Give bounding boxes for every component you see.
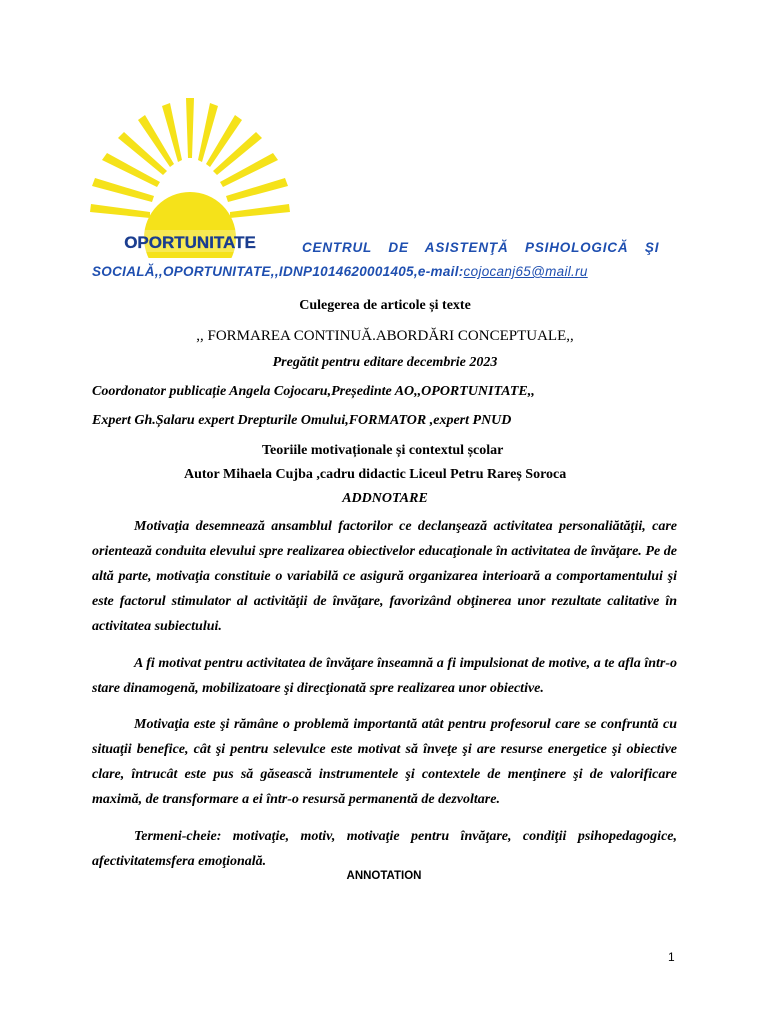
paragraph-4: Termeni-cheie: motivaţie, motiv, motivaţie pentru învăţare, condiţii psihopedagogice, afectivitatemsfera emoţională.: [92, 829, 677, 869]
page-number: 1: [668, 950, 675, 964]
org-name-line1: CENTRUL DE ASISTENŢĂ PSIHOLOGICĂ ŞI: [302, 240, 660, 255]
main-title: ,, FORMAREA CONTINUĂ.ABORDĂRI CONCEPTUALE,,: [196, 328, 574, 344]
email-link[interactable]: cojocanj65@mail.ru: [463, 264, 588, 279]
addnotare-heading: ADDNOTARE: [342, 491, 428, 506]
logo-text: OPORTUNITATE: [124, 233, 256, 252]
oportunitate-logo: [90, 98, 290, 258]
paragraph-2: A fi motivat pentru activitatea de învăţare înseamnă a fi impulsionat de motive, a te afla într-o stare dinamogenă, mobilizatoare şi direcţionată spre realizarea unor obiective.: [92, 656, 677, 696]
prepared-line: Pregătit pentru editare decembrie 2023: [272, 355, 498, 370]
org-name-suffix: SOCIALĂ,,OPORTUNITATE,,: [92, 264, 279, 279]
email-label: ,e-mail:: [413, 264, 464, 279]
sun-logo-icon: [90, 98, 290, 258]
article-title: Teoriile motivaționale și contextul școlar: [262, 443, 504, 458]
paragraph-3: Motivaţia este şi rămâne o problemă importantă atât pentru profesorul care se confruntă cu situaţii benefice, cât şi pentru selevulce este motivat să înveţe şi are resurse energetice şi obiective clare, întrucât este pus să găsească instrumentele şi contextele de menţinere şi de valorificare maximă, de transformare a ei într-o resursă permanentă de dezvoltare.: [92, 717, 677, 807]
org-idnp: IDNP1014620001405: [278, 264, 414, 279]
abstract-body: [92, 514, 677, 874]
paragraph-1: Motivaţia desemnează ansamblul factorilor ce declanşează activitatea personaliătăţii, care orientează conduita elevului spre realizarea obiectivelor educaţionale în activitatea de învăţare. Pe de altă parte, motivaţia constituie o variabilă ce asigură organizarea interioară a comportamentului şi este factorul stimulator al activităţii de învăţare, favorizând obţinerea unor rezultate calitative în activitatea subiectului.: [92, 519, 677, 634]
coordinator-line: Coordonator publicație Angela Cojocaru,Președinte AO,,OPORTUNITATE,,: [92, 384, 535, 399]
author-line: Autor Mihaela Cujba ,cadru didactic Liceul Petru Rareș Soroca: [184, 467, 567, 482]
collection-title: Culegerea de articole și texte: [299, 298, 471, 313]
org-name-line2: [92, 264, 676, 279]
expert-line: Expert Gh.Șalaru expert Drepturile Omului,FORMATOR ,expert PNUD: [92, 413, 512, 428]
annotation-heading: ANNOTATION: [346, 870, 422, 882]
